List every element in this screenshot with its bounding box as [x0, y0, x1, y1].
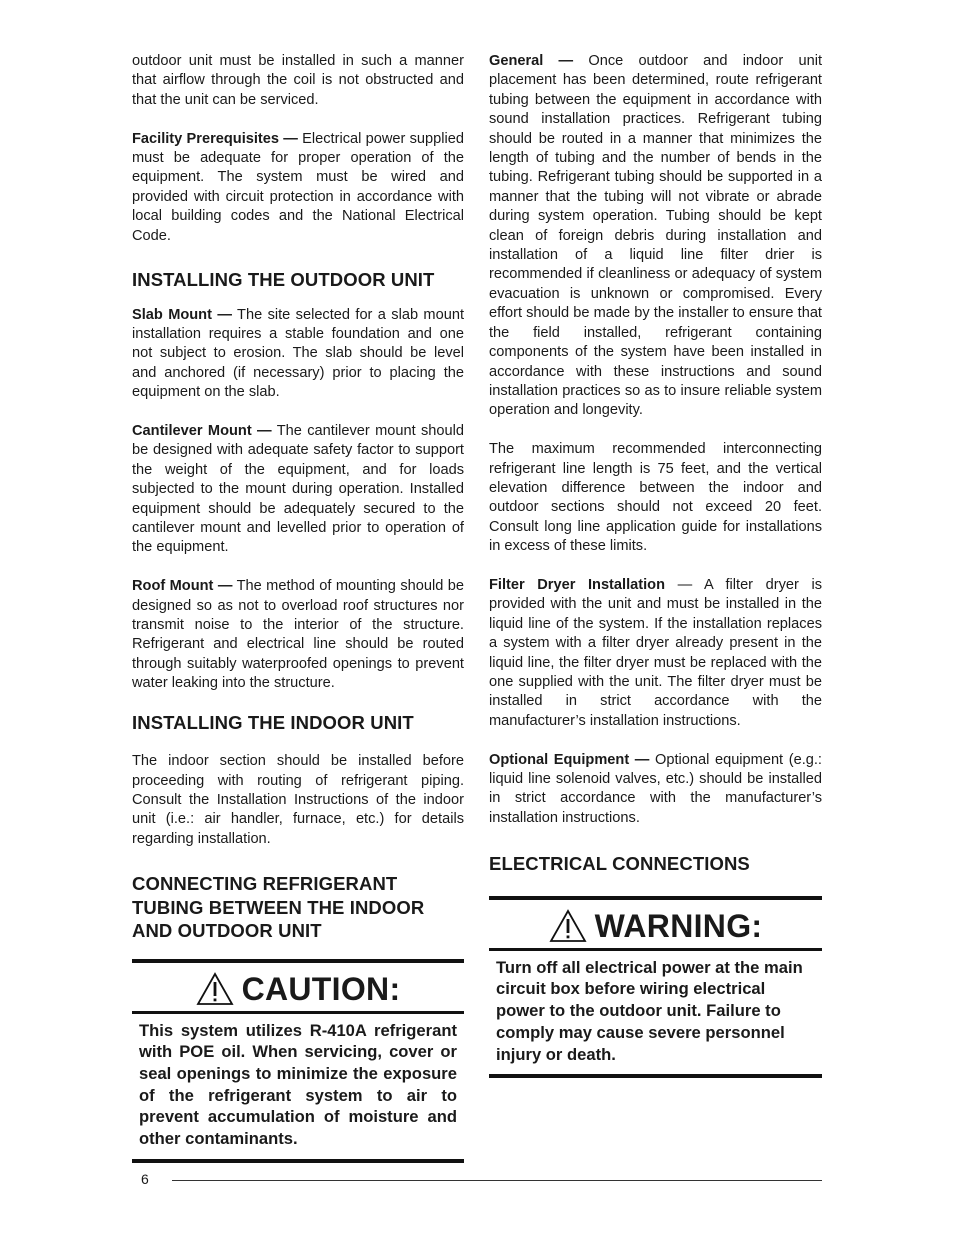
- exclamation-triangle-icon: [549, 909, 587, 943]
- cantilever-mount-paragraph: [132, 422, 464, 558]
- cantilever-mount-label: Cantilever Mount —: [132, 422, 272, 439]
- caution-title: CAUTION:: [241, 970, 401, 1007]
- roof-mount-text: The method of mounting should be designed so as not to overload roof structures nor transmit noise to the interior of the structure. Refrigerant and electrical line should be routed through suitably waterproofed openings to prevent water leaking into the structure.: [132, 578, 464, 692]
- warning-title: WARNING:: [594, 907, 763, 944]
- heading-connecting-refrigerant-tubing: CONNECTING REFRIGERANT TUBING BETWEEN THE INDOOR AND OUTDOOR UNIT: [132, 873, 425, 942]
- slab-mount-paragraph: [132, 306, 464, 403]
- caution-body: This system utilizes R-410A refrigerant with POE oil. When servicing, cover or seal openings to minimize the exposure of the refrigerant system to air to prevent accumulation of moisture and other contaminants.: [139, 1020, 457, 1149]
- page-number: 6: [141, 1171, 149, 1187]
- general-paragraph: [489, 52, 822, 421]
- right-column: [489, 52, 822, 1078]
- facility-prerequisites-label: Facility Prerequisites —: [132, 130, 298, 147]
- caution-header: [132, 963, 464, 1014]
- warning-body: Turn off all electrical power at the main circuit box before wiring electrical power to the outdoor unit. Failure to comply may cause severe personnel injury or death.: [496, 957, 803, 1064]
- heading-installing-outdoor-unit: INSTALLING THE OUTDOOR UNIT: [132, 269, 435, 291]
- optional-equipment-paragraph: [489, 751, 822, 829]
- general-text: Once outdoor and indoor unit placement has been determined, route refrigerant tubing between the equipment in accordance with sound installation practices. Refrigerant tubing should be routed in a manner that minimizes the length of tubing and the number of bends in the tubing. Refrigerant tubing should be supported in a manner that the tubing will not vibrate or abrade during system operation. Tubing should be kept clean of foreign debris during installation and installation of a liquid line filter drier is recommended if cleanliness or adequacy of system evacuation is unknown or compromised. Every effort should be made by the installer to ensure that the field installed, refrigerant containing components of the system have been installed in accordance with these instructions and sound installation practices so as to insure reliable system operation and longevity.: [489, 53, 822, 419]
- heading-electrical-connections: ELECTRICAL CONNECTIONS: [489, 853, 750, 875]
- warning-header: [489, 900, 822, 951]
- roof-mount-paragraph: [132, 577, 464, 693]
- indoor-unit-paragraph: The indoor section should be installed before proceeding with routing of refrigerant piping. Consult the Installation Instructions of the indoor unit (i.e.: air handler, furnace, etc.) for details regarding installation.: [132, 753, 464, 847]
- intro-paragraph: outdoor unit must be installed in such a manner that airflow through the coil is not obstructed and that the unit can be serviced.: [132, 53, 464, 108]
- filter-dryer-text: — A filter dryer is provided with the unit and must be installed in the liquid line of the system. If the installation replaces a system with a filter dryer already present in the liquid line, the filter dryer must be replaced with the one supplied with the unit. The filter dryer must be installed in strict accordance with the manufacturer’s installation instructions.: [489, 576, 822, 729]
- slab-mount-text: The site selected for a slab mount installation requires a stable foundation and one not subject to erosion. The slab should be level and anchored (if necessary) prior to placing the equipment on the slab.: [132, 306, 464, 401]
- exclamation-triangle-icon: [196, 972, 234, 1006]
- facility-prerequisites-text: Electrical power supplied must be adequate for proper operation of the equipment. The system must be wired and provided with circuit protection in accordance with local building codes and the National Electrical Code.: [132, 130, 464, 244]
- filter-dryer-label: Filter Dryer Installation: [489, 576, 666, 593]
- general-label: General —: [489, 53, 574, 69]
- slab-mount-label: Slab Mount —: [132, 306, 232, 323]
- roof-mount-label: Roof Mount —: [132, 578, 233, 595]
- cantilever-mount-text: The cantilever mount should be designed with adequate safety factor to support the weight of the equipment, and for loads subjected to the mount during operation. Installed equipment should be adequately secured to the cantilever mount and levelled prior to operation of the equipment.: [132, 422, 465, 556]
- heading-installing-indoor-unit: INSTALLING THE INDOOR UNIT: [132, 711, 414, 733]
- optional-equipment-label: Optional Equipment —: [489, 751, 650, 768]
- warning-box: [489, 896, 822, 1079]
- facility-prerequisites-paragraph: [132, 130, 464, 246]
- footer-rule: [172, 1180, 822, 1181]
- caution-box: [132, 959, 464, 1163]
- optional-equipment-text: Optional equipment (e.g.: liquid line solenoid valves, etc.) should be installed in strict accordance with the manufacturer’s installation instructions.: [489, 751, 822, 826]
- filter-dryer-paragraph: [489, 576, 822, 731]
- max-line-length-paragraph: The maximum recommended interconnecting refrigerant line length is 75 feet, and the vertical elevation difference between the indoor and outdoor sections should not exceed 20 feet. Consult long line application guide for installations in excess of these limits.: [489, 441, 822, 555]
- left-column: [132, 52, 464, 1163]
